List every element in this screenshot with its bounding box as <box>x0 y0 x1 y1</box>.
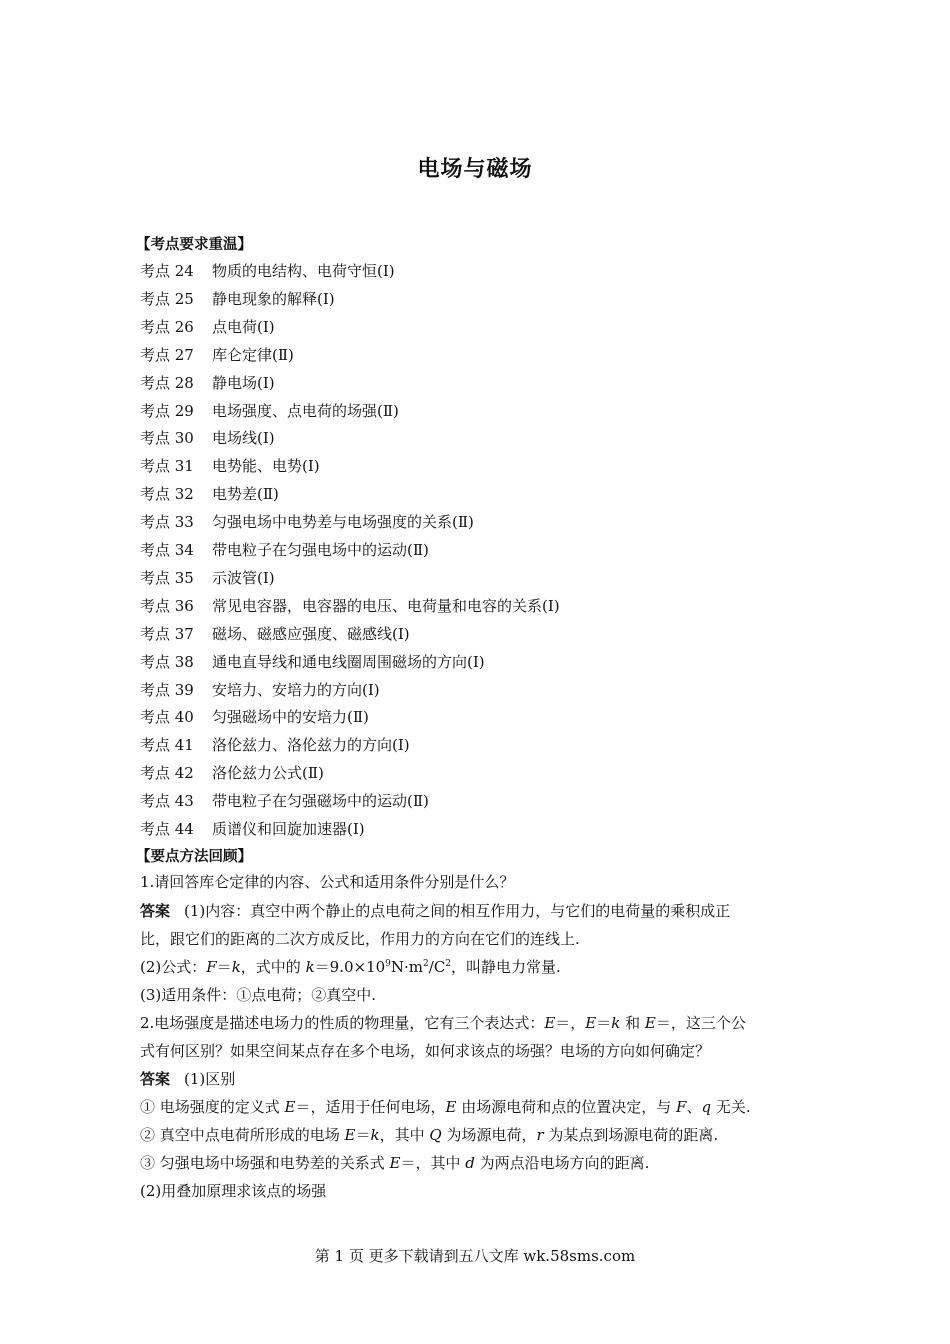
kaodian-number: 考点 44 <box>140 820 194 838</box>
answer-1-line-2: 比，跟它们的距离的二次方成反比，作用力的方向在它们的连线上. <box>140 930 580 948</box>
page-title: 电场与磁场 <box>417 156 533 182</box>
kaodian-text: 电势能、电势(Ⅰ) <box>212 457 320 475</box>
kaodian-number: 考点 43 <box>140 792 194 810</box>
kaodian-item <box>140 652 485 672</box>
answer-1-formula: (2)公式：F＝k，式中的 $k=9.0\times 10^9N\cdot m^2/C^2$，叫静电力常量. <box>140 958 561 976</box>
kaodian-text: 示波管(Ⅰ) <box>212 569 275 587</box>
kaodian-item <box>140 261 395 281</box>
kaodian-text: 带电粒子在匀强电场中的运动(Ⅱ) <box>212 541 429 559</box>
kaodian-item <box>140 568 275 588</box>
kaodian-text: 匀强电场中电势差与电场强度的关系(Ⅱ) <box>212 513 474 531</box>
kaodian-item <box>140 791 429 811</box>
kaodian-number: 考点 25 <box>140 290 194 308</box>
kaodian-item <box>140 456 320 476</box>
kaodian-text: 物质的电结构、电荷守恒(Ⅰ) <box>212 262 395 280</box>
kaodian-number: 考点 24 <box>140 262 194 280</box>
kaodian-text: 洛伦兹力、洛伦兹力的方向(Ⅰ) <box>212 736 410 754</box>
kaodian-text: 安培力、安培力的方向(Ⅰ) <box>212 681 380 699</box>
kaodian-number: 考点 41 <box>140 736 194 754</box>
answer-2-item-2: ② 真空中点电荷所形成的电场 E＝k，其中 Q 为场源电荷，r 为某点到场源电荷的距离. <box>140 1126 719 1144</box>
kaodian-number: 考点 39 <box>140 681 194 699</box>
kaodian-item <box>140 540 429 560</box>
kaodian-item <box>140 401 399 421</box>
kaodian-number: 考点 26 <box>140 318 194 336</box>
kaodian-text: 带电粒子在匀强磁场中的运动(Ⅱ) <box>212 792 429 810</box>
kaodian-number: 考点 31 <box>140 457 194 475</box>
kaodian-item <box>140 596 560 616</box>
kaodian-item <box>140 317 275 337</box>
answer-2-line-5: (2)用叠加原理求该点的场强 <box>140 1182 327 1200</box>
kaodian-text: 静电场(Ⅰ) <box>212 374 275 392</box>
kaodian-text: 常见电容器，电容器的电压、电荷量和电容的关系(Ⅰ) <box>212 597 560 615</box>
kaodian-number: 考点 30 <box>140 429 194 447</box>
kaodian-number: 考点 35 <box>140 569 194 587</box>
question-2-line-2: 式有何区别？如果空间某点存在多个电场，如何求该点的场强？电场的方向如何确定？ <box>140 1042 711 1060</box>
answer-2-line-1: 答案 (1)区别 <box>140 1070 236 1088</box>
answer-label: 答案 <box>140 902 171 920</box>
kaodian-number: 考点 32 <box>140 485 194 503</box>
kaodian-item <box>140 373 275 393</box>
question-1: 1.请回答库仑定律的内容、公式和适用条件分别是什么？ <box>140 873 515 891</box>
kaodian-item <box>140 512 474 532</box>
section-heading-requirements: 【考点要求重温】 <box>136 236 252 253</box>
page-footer: 第 1 页 更多下载请到五八文库 wk.58sms.com <box>314 1247 636 1265</box>
kaodian-number: 考点 28 <box>140 374 194 392</box>
kaodian-item <box>140 707 369 727</box>
kaodian-item <box>140 345 294 365</box>
kaodian-item <box>140 819 365 839</box>
answer-2-item-3: ③ 匀强电场中场强和电势差的关系式 E＝，其中 d 为两点沿电场方向的距离. <box>140 1154 650 1172</box>
kaodian-text: 静电现象的解释(Ⅰ) <box>212 290 335 308</box>
kaodian-item <box>140 428 275 448</box>
kaodian-number: 考点 27 <box>140 346 194 364</box>
question-2-line-1: 2.电场强度是描述电场力的性质的物理量，它有三个表达式：E＝，E＝k 和 E＝，这三个公 <box>140 1014 746 1032</box>
answer-1-line-1: 答案 (1)内容：真空中两个静止的点电荷之间的相互作用力，与它们的电荷量的乘积成正 <box>140 902 731 920</box>
kaodian-text: 匀强磁场中的安培力(Ⅱ) <box>212 708 369 726</box>
answer-2-item-1: ① 电场强度的定义式 E＝，适用于任何电场，E 由场源电荷和点的位置决定，与 F、q 无关. <box>140 1098 751 1116</box>
kaodian-number: 考点 38 <box>140 653 194 671</box>
kaodian-text: 通电直导线和通电线圈周围磁场的方向(Ⅰ) <box>212 653 485 671</box>
kaodian-item <box>140 289 335 309</box>
answer-label: 答案 <box>140 1070 171 1088</box>
kaodian-item <box>140 484 279 504</box>
kaodian-text: 电场线(Ⅰ) <box>212 429 275 447</box>
kaodian-text: 洛伦兹力公式(Ⅱ) <box>212 764 324 782</box>
kaodian-number: 考点 34 <box>140 541 194 559</box>
kaodian-text: 质谱仪和回旋加速器(Ⅰ) <box>212 820 365 838</box>
kaodian-text: 电势差(Ⅱ) <box>212 485 279 503</box>
answer-1-conditions: (3)适用条件：①点电荷；②真空中. <box>140 986 377 1004</box>
section-heading-methods: 【要点方法回顾】 <box>136 848 252 865</box>
kaodian-text: 电场强度、点电荷的场强(Ⅱ) <box>212 402 399 420</box>
kaodian-item <box>140 680 380 700</box>
kaodian-number: 考点 29 <box>140 402 194 420</box>
kaodian-item <box>140 735 410 755</box>
kaodian-number: 考点 42 <box>140 764 194 782</box>
kaodian-item <box>140 763 324 783</box>
kaodian-number: 考点 36 <box>140 597 194 615</box>
kaodian-item <box>140 624 410 644</box>
kaodian-text: 磁场、磁感应强度、磁感线(Ⅰ) <box>212 625 410 643</box>
kaodian-text: 库仑定律(Ⅱ) <box>212 346 294 364</box>
kaodian-number: 考点 40 <box>140 708 194 726</box>
kaodian-text: 点电荷(Ⅰ) <box>212 318 275 336</box>
kaodian-number: 考点 37 <box>140 625 194 643</box>
kaodian-number: 考点 33 <box>140 513 194 531</box>
